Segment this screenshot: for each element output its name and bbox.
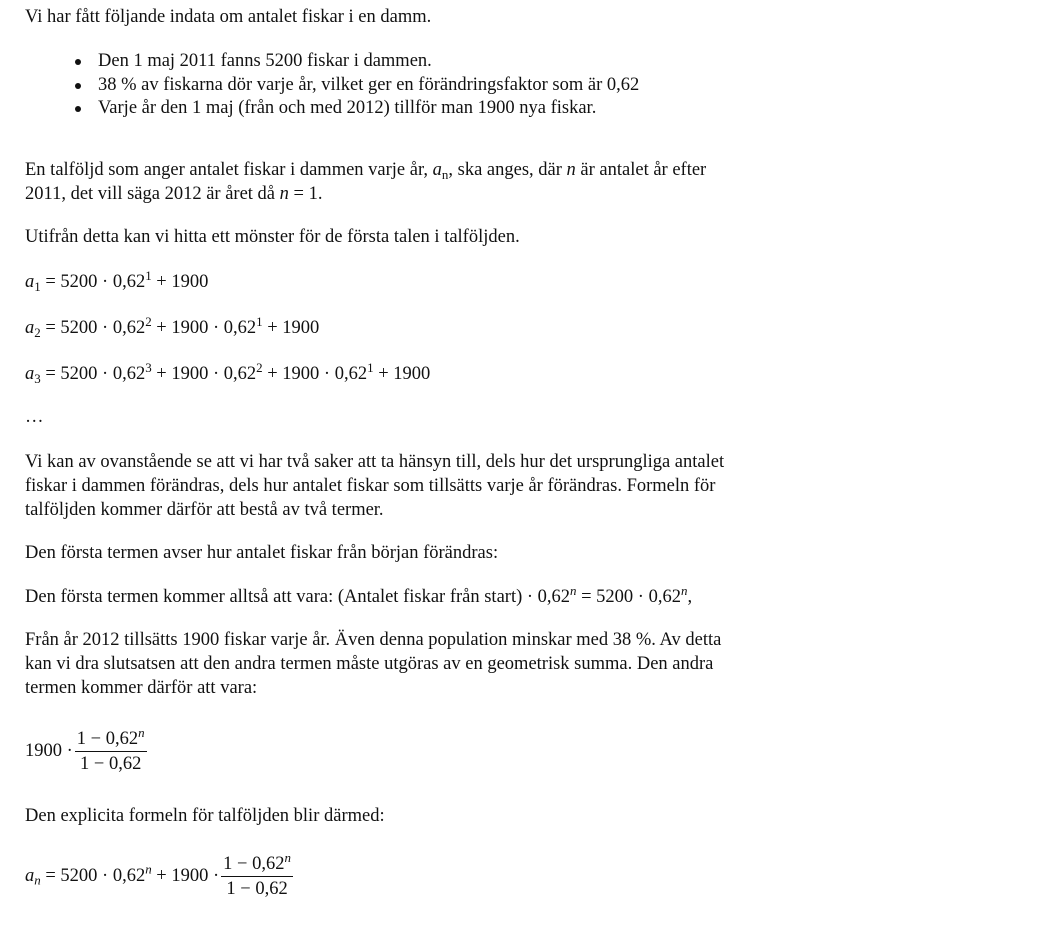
ellipsis bbox=[25, 406, 44, 430]
math-text: , bbox=[687, 587, 693, 607]
paragraph-line: kan vi dra slutsatsen att den andra termen måste utgöras av en geometrisk summa. Den andra bbox=[25, 653, 714, 674]
paragraph-line: Vi kan av ovanstående se att vi har två saker att ta hänsyn till, dels hur det ursprungliga antalet bbox=[25, 452, 725, 472]
math-text: + 1900 bbox=[262, 318, 320, 338]
math-text: … bbox=[25, 407, 44, 427]
math-text: + 1900 bbox=[373, 364, 431, 384]
subscript: 2 bbox=[34, 324, 41, 340]
math-variable: a bbox=[25, 318, 35, 338]
list-item-text: Den 1 maj 2011 fanns 5200 fiskar i dammen. bbox=[98, 51, 432, 71]
superscript: 1 bbox=[256, 313, 263, 329]
subscript: 3 bbox=[34, 370, 41, 386]
list-item bbox=[0, 74, 639, 98]
formula-a1 bbox=[25, 267, 209, 295]
second-term-paragraph bbox=[25, 629, 721, 700]
paragraph-line: fiskar i dammen förändras, dels hur antalet fiskar som tillsätts varje år förändras. Formeln för bbox=[25, 475, 716, 496]
paragraph-line: Från år 2012 tillsätts 1900 fiskar varje år. Även denna population minskar med 38 %. Av detta bbox=[25, 630, 722, 650]
math-text: , ska anges, där bbox=[448, 160, 567, 180]
superscript: n bbox=[145, 861, 152, 877]
math-text: = 5200 · 0,62 bbox=[40, 272, 146, 292]
bullet-icon bbox=[75, 106, 81, 112]
math-text: = 5200 · 0,62 bbox=[40, 318, 146, 338]
math-variable: n bbox=[279, 183, 289, 204]
math-text: 1 − 0,62 bbox=[223, 854, 285, 874]
superscript: n bbox=[570, 582, 577, 598]
math-text: Den första termen kommer alltså att vara: (Antalet fiskar från start) · 0,62 bbox=[25, 587, 571, 607]
bullet-icon bbox=[75, 59, 81, 65]
superscript: 3 bbox=[145, 359, 152, 375]
math-variable: a bbox=[432, 160, 442, 180]
paragraph-line bbox=[25, 159, 706, 183]
formula-a3 bbox=[25, 359, 431, 387]
paragraph-line: termen kommer därför att vara: bbox=[25, 677, 258, 698]
superscript: 2 bbox=[145, 313, 152, 329]
math-text: 1 − 0,62 bbox=[76, 729, 139, 749]
input-data-list bbox=[0, 50, 639, 121]
math-text: = 5200 · 0,62 bbox=[576, 587, 681, 607]
analysis-paragraph bbox=[25, 451, 724, 522]
superscript: 1 bbox=[145, 267, 152, 283]
explicit-formula bbox=[25, 849, 295, 900]
math-text: + 1900 bbox=[151, 272, 209, 292]
fraction-numerator bbox=[75, 724, 147, 752]
math-text: 1900 · bbox=[25, 740, 73, 761]
bullet-icon bbox=[75, 83, 81, 89]
math-variable: a bbox=[25, 865, 35, 886]
subscript: 1 bbox=[34, 278, 41, 294]
fraction bbox=[221, 849, 293, 900]
math-text: 2011, det vill säga 2012 är året då bbox=[25, 183, 280, 204]
math-text: + 1900 · 0,62 bbox=[151, 364, 257, 384]
superscript: 2 bbox=[256, 359, 263, 375]
formula-a2 bbox=[25, 313, 320, 341]
superscript: n bbox=[138, 724, 145, 740]
math-text: + 1900 · 0,62 bbox=[151, 318, 257, 338]
subscript: n bbox=[34, 872, 41, 888]
math-variable: n bbox=[566, 160, 576, 180]
math-text: + 1900 · bbox=[151, 865, 220, 886]
first-term-formula bbox=[25, 582, 693, 610]
superscript: n bbox=[284, 849, 291, 865]
math-variable: a bbox=[25, 272, 35, 292]
paragraph-line: talföljden kommer därför att bestå av två termer. bbox=[25, 499, 384, 520]
explicit-intro: Den explicita formeln för talföljden blir därmed: bbox=[25, 806, 385, 826]
math-text: = 5200 · 0,62 bbox=[40, 364, 146, 384]
math-text: En talföljd som anger antalet fiskar i dammen varje år, bbox=[25, 160, 433, 180]
superscript: n bbox=[680, 582, 688, 598]
subscript: n bbox=[441, 166, 449, 182]
math-text: 1 − 0,62 bbox=[80, 754, 142, 774]
list-item bbox=[0, 50, 639, 74]
superscript: 1 bbox=[367, 359, 374, 375]
fraction bbox=[75, 724, 147, 775]
fraction-denominator bbox=[224, 877, 289, 900]
fraction-numerator bbox=[221, 849, 293, 877]
math-text: = 5200 · 0,62 bbox=[40, 865, 146, 886]
paragraph-line bbox=[25, 183, 706, 207]
list-item bbox=[0, 97, 639, 121]
math-variable: a bbox=[25, 364, 35, 384]
list-item-text: Varje år den 1 maj (från och med 2012) tillför man 1900 nya fiskar. bbox=[98, 98, 597, 119]
math-text: är antalet år efter bbox=[575, 160, 707, 180]
math-text: + 1900 · 0,62 bbox=[262, 364, 368, 384]
fraction-denominator bbox=[78, 752, 143, 775]
sequence-paragraph bbox=[25, 159, 706, 207]
math-text: = 1. bbox=[288, 183, 323, 204]
math-text: 1 − 0,62 bbox=[226, 879, 288, 899]
list-item-text: 38 % av fiskarna dör varje år, vilket ger en förändringsfaktor som är 0,62 bbox=[98, 74, 640, 95]
second-term-formula bbox=[25, 724, 149, 775]
intro-paragraph: Vi har fått följande indata om antalet fiskar i en damm. bbox=[25, 7, 432, 27]
pattern-intro: Utifrån detta kan vi hitta ett mönster för de första talen i talföljden. bbox=[25, 227, 520, 247]
first-term-intro: Den första termen avser hur antalet fiskar från början förändras: bbox=[25, 543, 499, 563]
